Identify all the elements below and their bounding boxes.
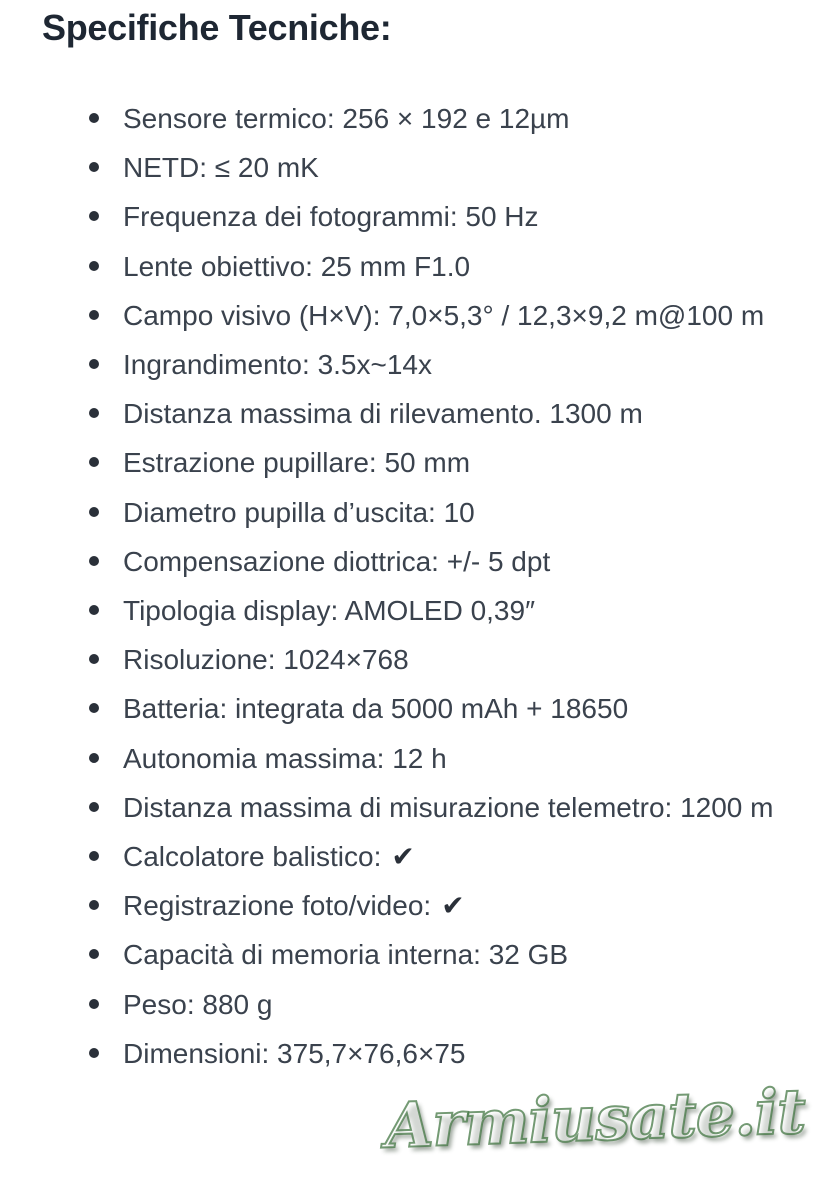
spec-text: Distanza massima di misurazione telemetro: 1200 m [123,791,774,823]
spec-text: Compensazione diottrica: +/- 5 dpt [123,545,551,577]
spec-item-exit-pupil [123,488,788,537]
spec-text: Batteria: integrata da 5000 mAh + 18650 [123,693,629,725]
spec-item-diopter [123,537,788,586]
spec-item-photo-video [123,881,788,930]
spec-text: Calcolatore balistico: [123,841,382,873]
spec-item-battery [123,684,788,733]
spec-text: Lente obiettivo: 25 mm F1.0 [123,250,471,282]
spec-item-lens [123,242,788,291]
spec-text: Frequenza dei fotogrammi: 50 Hz [123,201,539,233]
spec-text: Capacità di memoria interna: 32 GB [123,939,569,971]
spec-item-detection-range [123,389,788,438]
spec-text: Sensore termico: 256 × 192 e 12µm [123,103,570,134]
spec-item-autonomy [123,734,788,783]
spec-text: Peso: 880 g [123,988,273,1020]
spec-item-dimensions [123,1029,788,1078]
spec-item-field-of-view [123,291,788,340]
spec-item-eye-relief [123,438,788,487]
spec-text: Distanza massima di rilevamento. 1300 m [123,398,643,430]
spec-text: Tipologia display: AMOLED 0,39″ [123,595,535,627]
spec-item-frame-rate [123,192,788,241]
spec-text: Dimensioni: 375,7×76,6×75 [123,1037,466,1069]
spec-item-netd [123,143,788,192]
spec-text: Estrazione pupillare: 50 mm [123,447,471,479]
spec-text: NETD: ≤ 20 mK [123,152,319,184]
spec-text: Risoluzione: 1024×768 [123,644,409,676]
spec-item-ballistic-calculator [123,832,788,881]
spec-item-memory [123,930,788,979]
spec-item-rangefinder [123,783,788,832]
spec-item-display-type [123,586,788,635]
spec-list [123,94,788,1078]
spec-item-weight [123,980,788,1029]
spec-text: Diametro pupilla d’uscita: 10 [123,496,475,528]
spec-item-magnification [123,340,788,389]
checkmark-icon: ✔ [441,890,465,922]
spec-text: Registrazione foto/video: [123,890,432,922]
spec-item-resolution [123,635,788,684]
checkmark-icon: ✔ [391,841,415,873]
spec-text: Campo visivo (H×V): 7,0×5,3° / 12,3×9,2 m@100 m [123,299,765,331]
spec-item-sensor [123,94,788,143]
watermark-logo: Armiusate.it [383,1074,807,1163]
spec-text: Ingrandimento: 3.5x~14x [123,349,432,381]
spec-text: Autonomia massima: 12 h [123,742,447,774]
page-title: Specifiche Tecniche: [42,7,392,48]
